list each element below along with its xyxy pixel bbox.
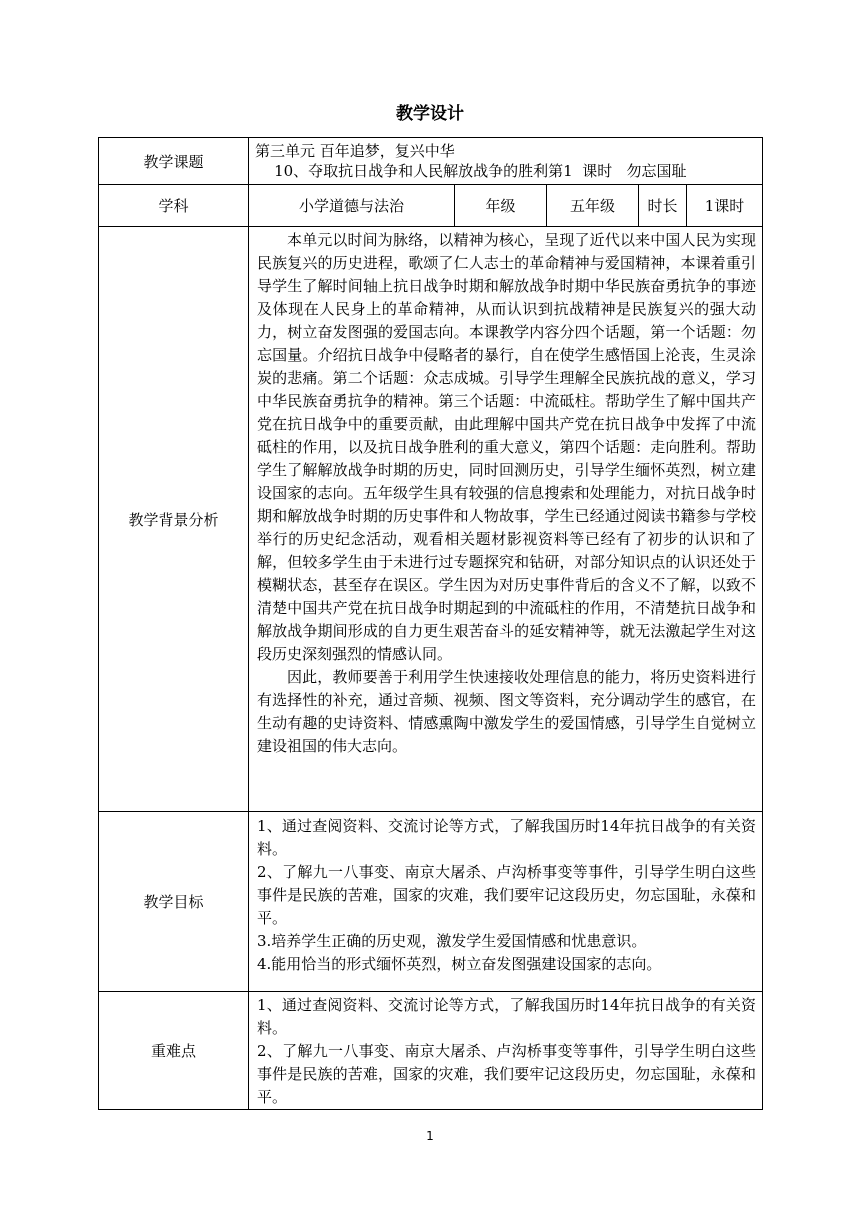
key-point-item: 1、通过查阅资料、交流讨论等方式，了解我国历时14年抗日战争的有关资料。 [257, 996, 757, 1037]
background-content [249, 227, 763, 812]
subject-value: 小学道德与法治 [249, 185, 455, 227]
key-points-content [249, 992, 763, 1110]
objectives-row [99, 812, 763, 992]
background-paragraph-1: 本单元以时间为脉络，以精神为核心，呈现了近代以来中国人民为实现民族复兴的历史进程，歌颂了仁人志士的革命精神与爱国精神，本课着重引导学生了解时间轴上抗日战争时期和解放战争时期中华民族奋勇抗争的事迹及体现在人民身上的革命精神，从而认识到抗战精神是民族复兴的强大动力，树立奋发图强的爱国志向。本课教学内容分四个话题，第一个话题：勿忘国量。介绍抗日战争中侵略者的暴行，自在使学生感悟国上沦丧，生灵涂炭的悲痛。第二个话题：众志成城。引导学生理解全民族抗战的意义，学习中华民族奋勇抗争的精神。第三个话题：中流砥柱。帮助学生了解中国共产党在抗日战争中的重要贡献，由此理解中国共产党在抗日战争中发挥了中流砥柱的作用，以及抗日战争胜利的重大意义，第四个话题：走向胜利。帮助学生了解解放战争时期的历史，同时回测历史，引导学生缅怀英烈，树立建设国家的志向。五年级学生具有较强的信息搜索和处理能力，对抗日战争时期和解放战争时期的历史事件和人物故事，学生已经通过阅读书籍参与学校举行的历史纪念活动，观看相关题材影视资料等已经有了初步的认识和了解，但较多学生由于未进行过专题探究和钻研，对部分知识点的认识还处于模糊状态，甚至存在误区。学生因为对历史事件背后的含义不了解，以致不清楚中国共产党在抗日战争时期起到的中流砥柱的作用，不清楚抗日战争和解放战争期间形成的自力更生艰苦奋斗的延安精神等，就无法激起学生对这段历史深刻强烈的情感认同。 [257, 231, 757, 663]
objectives-label: 教学目标 [99, 812, 249, 992]
duration-value: 1课时 [687, 185, 763, 227]
grade-value: 五年级 [547, 185, 639, 227]
lesson-design-table [98, 137, 763, 1110]
key-points-label: 重难点 [99, 992, 249, 1110]
course-row [99, 138, 763, 185]
objectives-content [249, 812, 763, 992]
subject-row [99, 185, 763, 227]
background-label: 教学背景分析 [99, 227, 249, 812]
course-lesson-line: 10、夺取抗日战争和人民解放战争的胜利第1 课时 勿忘国耻 [255, 162, 687, 180]
background-row [99, 227, 763, 812]
course-value [249, 138, 763, 185]
grade-label: 年级 [455, 185, 547, 227]
page-title: 教学设计 [396, 104, 464, 124]
key-point-item: 2、了解九一八事变、南京大屠杀、卢沟桥事变等事件，引导学生明白这些事件是民族的苦难，国家的灾难，我们要牢记这段历史，勿忘国耻，永葆和平。 [257, 1042, 757, 1106]
objective-item: 3.培养学生正确的历史观，激发学生爱国情感和忧患意识。 [257, 932, 647, 950]
background-paragraph-2: 因此，教师要善于利用学生快速接收处理信息的能力，将历史资料进行有选择性的补充，通过音频、视频、图文等资料，充分调动学生的感官，在生动有趣的史诗资料、情感熏陶中激发学生的爱国情感，引导学生自觉树立建设祖国的伟大志向。 [257, 668, 757, 755]
course-label: 教学课题 [99, 138, 249, 185]
page-number: 1 [426, 1129, 434, 1143]
key-points-row [99, 992, 763, 1110]
subject-label: 学科 [99, 185, 249, 227]
course-unit-line: 第三单元 百年追梦，复兴中华 [255, 142, 455, 160]
objective-item: 1、通过查阅资料、交流讨论等方式，了解我国历时14年抗日战争的有关资料。 [257, 817, 757, 858]
duration-label: 时长 [639, 185, 687, 227]
objective-item: 4.能用恰当的形式缅怀英烈，树立奋发图强建设国家的志向。 [257, 955, 662, 973]
objective-item: 2、了解九一八事变、南京大屠杀、卢沟桥事变等事件，引导学生明白这些事件是民族的苦难，国家的灾难，我们要牢记这段历史，勿忘国耻，永葆和平。 [257, 863, 757, 927]
